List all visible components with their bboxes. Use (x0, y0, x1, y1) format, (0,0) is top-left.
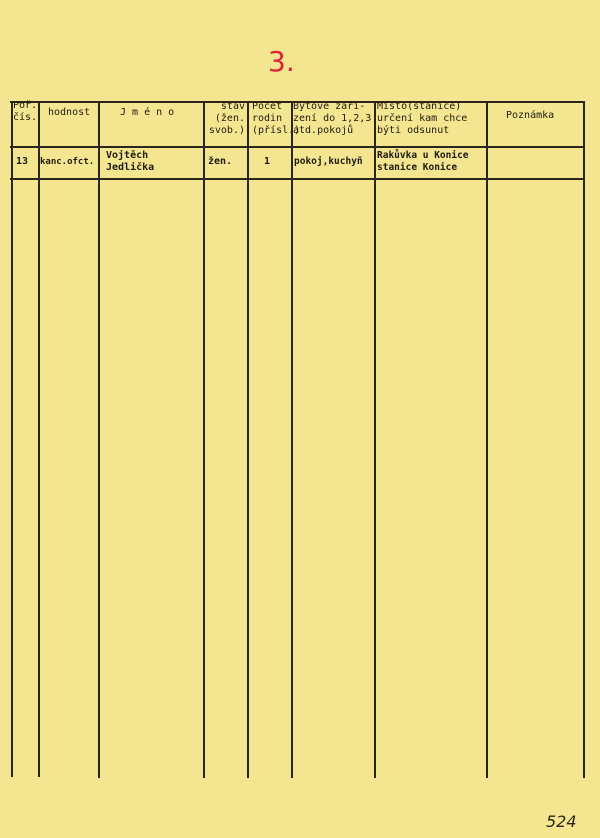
folio-number: 524 (546, 812, 577, 831)
page-number: 3. (268, 45, 295, 78)
row-por-cis: 13 (16, 156, 29, 167)
row-bytove-zarizeni: pokoj,kuchyň (294, 156, 363, 167)
row-bottom-border (10, 178, 585, 180)
header-hodnost: hodnost (48, 107, 91, 118)
row-misto: Rakůvka u Konice stanice Konice (377, 150, 469, 173)
row-pocet-rodin: 1 (264, 156, 271, 167)
column-divider (98, 101, 100, 778)
header-stav: stav (žen. svob.) (208, 101, 245, 136)
column-divider (291, 101, 293, 778)
header-por-cis: Poř. čís. (13, 100, 38, 123)
header-misto: Místo(stanice) určení kam chce býti odsunut (377, 101, 468, 136)
column-divider (38, 101, 40, 777)
row-stav: žen. (208, 156, 233, 167)
header-poznamka: Poznámka (506, 110, 555, 121)
row-jmeno: Vojtěch Jedlička (106, 150, 155, 173)
header-bottom-border (10, 146, 585, 148)
row-hodnost: kanc.ofct. (40, 157, 95, 167)
header-bytove-zarizeni: Bytové zaří- zení do 1,2,3 atd.pokojů (293, 101, 372, 136)
column-divider (203, 101, 205, 778)
column-divider (374, 101, 376, 778)
header-pocet-rodin: Počet rodin (přísl.) (252, 101, 301, 136)
column-divider (486, 101, 488, 778)
column-divider (247, 101, 249, 778)
column-divider (583, 101, 585, 778)
header-jmeno: J m é n o (120, 107, 175, 118)
column-divider (11, 101, 13, 777)
